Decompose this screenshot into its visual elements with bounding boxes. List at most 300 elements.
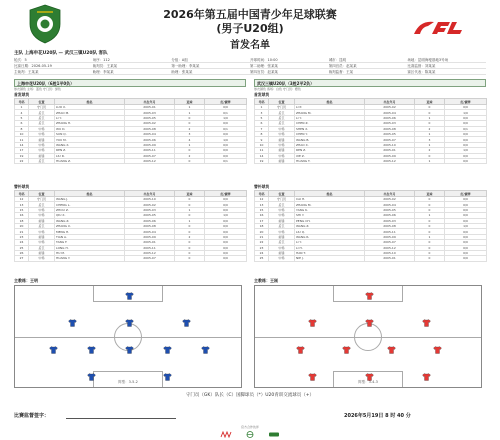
table-cell: 中场 xyxy=(269,153,295,158)
table-cell: 0/0 xyxy=(445,121,487,126)
table-cell: LI P. xyxy=(295,105,365,110)
table-cell: 10 xyxy=(15,131,29,136)
player-shirt-icon xyxy=(365,319,374,327)
table-cell: 2005-05 xyxy=(365,207,415,212)
table-cell: 2005-06 xyxy=(125,137,175,142)
table-cell: 2005-08 xyxy=(125,223,175,228)
table-cell: ZHANG H. xyxy=(55,121,125,126)
sponsor-logo xyxy=(268,431,280,438)
table-cell: 0/0 xyxy=(445,202,487,207)
home-kit-info: 球衣颜色 主场：蓝色 守门员：绿色 xyxy=(14,87,61,91)
table-cell: 1 xyxy=(175,142,205,147)
table-cell: 27 xyxy=(15,256,29,261)
signature-label: 比赛监督签字： xyxy=(14,413,50,419)
table-cell: 0/0 xyxy=(445,115,487,120)
table-cell: 0/0 xyxy=(445,234,487,239)
table-cell: 18 xyxy=(255,223,269,228)
sponsor-logos xyxy=(220,430,280,438)
table-cell: 2005-11 xyxy=(125,245,175,250)
info-cell: 城市：昆明 xyxy=(328,58,347,62)
player-shirt-icon xyxy=(163,373,172,381)
table-cell: 25 xyxy=(255,256,269,261)
table-cell: 0/0 xyxy=(445,153,487,158)
table-cell: 2005-01 xyxy=(125,105,175,110)
match-title: 主队 上海申花U20队 — 武汉三镇U20队 客队 xyxy=(14,51,108,56)
table-cell: 0 xyxy=(175,115,205,120)
table-cell: WANG J. xyxy=(55,197,125,202)
table-cell: SHI Y. xyxy=(295,213,365,218)
table-cell: CHEN Y. xyxy=(295,131,365,136)
info-cell: 场序：112 xyxy=(92,58,110,62)
date-time: 2026年5月19日 8 时 40 分 xyxy=(344,413,411,419)
table-cell: 2005-05 xyxy=(125,115,175,120)
table-cell: 0 xyxy=(415,223,445,228)
table-cell: 2005-04 xyxy=(365,110,415,115)
table-cell: HU M. xyxy=(55,250,125,255)
table-body xyxy=(15,197,247,262)
sponsor-logo xyxy=(220,431,232,438)
player-shirt-icon xyxy=(308,373,317,381)
table-cell: 2005-07 xyxy=(125,153,175,158)
table-column-header: 姓名 xyxy=(55,99,125,105)
document-title: 首发名单 xyxy=(230,40,270,51)
table-body xyxy=(255,197,487,262)
sponsor-logo xyxy=(244,431,256,438)
player-shirt-icon xyxy=(201,346,210,354)
league-logo xyxy=(410,16,470,38)
table-cell: 1 xyxy=(175,207,205,212)
table-cell: 0 xyxy=(415,250,445,255)
table-cell: 后卫 xyxy=(269,110,295,115)
table-body xyxy=(15,105,247,164)
table-column-header: 姓名 xyxy=(295,99,365,105)
table-cell: 2005-06 xyxy=(125,218,175,223)
info-cell: 第四官员：赵某某 xyxy=(328,64,357,68)
table-cell: 2005-02 xyxy=(365,105,415,110)
table-cell: WANG Z. xyxy=(55,218,125,223)
table-cell: REN Z. xyxy=(55,148,125,153)
table-cell: TIAN A. xyxy=(55,234,125,239)
table-column-header: 号码 xyxy=(255,99,269,105)
table-cell: 13 xyxy=(15,202,29,207)
table-cell: 后卫 xyxy=(269,121,295,126)
table-cell: 后卫 xyxy=(269,202,295,207)
info-cell: 开球时间：10:00 xyxy=(250,58,278,62)
table-cell: 前锋 xyxy=(269,148,295,153)
table-cell: 22 xyxy=(15,158,29,163)
table-column-header: 号码 xyxy=(15,191,29,197)
table-cell: ZHANG M. xyxy=(295,110,365,115)
info-row xyxy=(14,69,486,75)
table-cell: 2005-12 xyxy=(365,245,415,250)
table-cell: 前锋 xyxy=(29,218,55,223)
table-cell: 2005-03 xyxy=(365,121,415,126)
player-shirt-icon xyxy=(182,319,191,327)
player-shirt-icon xyxy=(125,292,134,300)
table-cell: 15 xyxy=(15,207,29,212)
table-cell: 中场 xyxy=(269,207,295,212)
table-cell: 6 xyxy=(255,121,269,126)
away-subs-label: 替补球员 xyxy=(254,184,270,189)
table-cell: 0/0 xyxy=(205,234,247,239)
table-cell: 5 xyxy=(15,115,29,120)
table-cell: 1 xyxy=(175,218,205,223)
table-cell: 0 xyxy=(415,245,445,250)
player-shirt-icon xyxy=(308,319,317,327)
away-team-header: 武汉三镇U20队（3胜2平2负） xyxy=(254,79,486,87)
table-column-header: 号码 xyxy=(15,99,29,105)
table-cell: 1 xyxy=(255,105,269,110)
table-cell: 21 xyxy=(255,234,269,239)
table-cell: 1 xyxy=(415,234,445,239)
table-cell: 8 xyxy=(255,131,269,136)
info-cell: 分组：A组 xyxy=(171,58,188,62)
table-cell: MENG H. xyxy=(55,229,125,234)
table-cell: 0 xyxy=(415,256,445,261)
table-column-header: 进球 xyxy=(415,99,445,105)
table-cell: 12 xyxy=(255,197,269,202)
table-cell: 2005-07 xyxy=(365,137,415,142)
table-cell: 1 xyxy=(175,110,205,115)
info-cell: 轮次：5 xyxy=(14,58,27,62)
table-cell: 0 xyxy=(175,148,205,153)
table-cell: 9 xyxy=(255,137,269,142)
table-cell: QIU X. xyxy=(55,213,125,218)
table-column-header: 位置 xyxy=(29,191,55,197)
table-cell: 16 xyxy=(255,213,269,218)
table-cell: 2 xyxy=(175,153,205,158)
table-cell: CHEN Z. xyxy=(295,121,365,126)
away-formation-pitch xyxy=(254,285,482,388)
table-cell: 中场 xyxy=(269,131,295,136)
table-cell: YOU M. xyxy=(55,137,125,142)
home-team-header: 上海申花U20队（6胜1平0负） xyxy=(14,79,246,87)
away-subs-panel xyxy=(254,184,486,262)
table-cell: 1/0 xyxy=(205,137,247,142)
table-cell: 4 xyxy=(175,137,205,142)
info-cell: 第一助理：李某某 xyxy=(171,64,200,68)
table-cell: 前锋 xyxy=(269,158,295,163)
table-cell: 1 xyxy=(175,105,205,110)
away-starters-table xyxy=(254,98,487,164)
info-cell: 裁判监督：王某 xyxy=(328,70,354,74)
table-cell: 2005-01 xyxy=(365,256,415,261)
table-cell: 0 xyxy=(175,202,205,207)
table-cell: SHEN X. xyxy=(295,126,365,131)
table-cell: LI Y. xyxy=(295,115,365,120)
table-column-header: 号码 xyxy=(255,191,269,197)
table-cell: WU D. xyxy=(55,126,125,131)
table-column-header: 姓名 xyxy=(55,191,125,197)
table-cell: 中场 xyxy=(29,229,55,234)
player-shirt-icon xyxy=(433,346,442,354)
home-formation-pitch xyxy=(14,285,242,388)
table-column-header: 位置 xyxy=(269,191,295,197)
table-cell: 中场 xyxy=(29,142,55,147)
table-cell: 0/0 xyxy=(445,229,487,234)
table-cell: 0/0 xyxy=(445,256,487,261)
table-column-header: 红/黄牌 xyxy=(205,99,247,105)
table-cell: 后卫 xyxy=(269,223,295,228)
table-body xyxy=(255,105,487,164)
table-cell: 2005-03 xyxy=(365,218,415,223)
table-cell: 中场 xyxy=(29,126,55,131)
table-cell: REN Z. xyxy=(295,148,365,153)
table-cell: 0 xyxy=(415,105,445,110)
table-cell: 0/0 xyxy=(205,256,247,261)
sponsor-caption: 官方合作伙伴 xyxy=(240,425,259,429)
away-subs-table xyxy=(254,190,487,262)
home-subs-label: 替补球员 xyxy=(14,184,30,189)
table-column-header: 进球 xyxy=(415,191,445,197)
table-cell: 3 xyxy=(415,137,445,142)
info-cell: 比赛监督：刘某某 xyxy=(407,64,436,68)
table-cell: 2005-07 xyxy=(365,240,415,245)
table-cell: 1 xyxy=(415,213,445,218)
table-cell: TANG F. xyxy=(55,240,125,245)
table-cell: 0 xyxy=(415,240,445,245)
table-cell: 后卫 xyxy=(269,115,295,120)
table-cell: 前锋 xyxy=(29,137,55,142)
table-cell: 2005-09 xyxy=(125,142,175,147)
table-cell: 3 xyxy=(255,110,269,115)
table-cell: 0/0 xyxy=(205,207,247,212)
table-column-header: 红/黄牌 xyxy=(445,99,487,105)
player-shirt-icon xyxy=(422,319,431,327)
league-subtitle: (男子U20组) xyxy=(216,22,284,35)
table-column-header: 位置 xyxy=(29,99,55,105)
table-cell: 后卫 xyxy=(29,110,55,115)
player-shirt-icon xyxy=(125,319,134,327)
table-cell: 16 xyxy=(15,213,29,218)
table-cell: 0/0 xyxy=(205,121,247,126)
table-row xyxy=(15,158,247,163)
table-cell: HUANG T. xyxy=(295,158,365,163)
table-cell: 0/0 xyxy=(445,218,487,223)
away-kit-info: 球衣颜色 客场：白色 守门员：橙色 xyxy=(254,87,301,91)
table-column-header: 红/黄牌 xyxy=(205,191,247,197)
table-cell: 2005-10 xyxy=(365,142,415,147)
player-shirt-icon xyxy=(163,346,172,354)
table-cell: 2005-01 xyxy=(125,240,175,245)
table-cell: 0/0 xyxy=(445,207,487,212)
table-cell: LI H. xyxy=(295,245,365,250)
table-cell: 2005-05 xyxy=(365,131,415,136)
table-cell: 14 xyxy=(15,142,29,147)
table-cell: 0/0 xyxy=(205,131,247,136)
table-column-header: 进球 xyxy=(175,191,205,197)
table-cell: 0/0 xyxy=(205,229,247,234)
table-cell: HAN T. xyxy=(295,250,365,255)
table-cell: 0/1 xyxy=(205,126,247,131)
table-cell: 0/0 xyxy=(445,197,487,202)
table-cell: 3 xyxy=(175,131,205,136)
table-cell: LI Y. xyxy=(55,115,125,120)
table-cell: 6 xyxy=(15,121,29,126)
table-cell: 2005-02 xyxy=(125,121,175,126)
table-cell: WANG X. xyxy=(55,142,125,147)
home-formation-label: 阵型：3-5-2 xyxy=(118,380,138,384)
table-cell: LI Y. xyxy=(295,240,365,245)
table-cell: 0 xyxy=(175,158,205,163)
table-column-header: 出生年月 xyxy=(365,191,415,197)
table-cell: 后卫 xyxy=(29,115,55,120)
player-shirt-icon xyxy=(87,346,96,354)
table-cell: 0/0 xyxy=(445,245,487,250)
table-cell: 中场 xyxy=(29,213,55,218)
table-cell: YANG K. xyxy=(295,207,365,212)
home-team-panel xyxy=(14,79,246,164)
table-cell: 14 xyxy=(255,153,269,158)
table-cell: 11 xyxy=(15,137,29,142)
table-cell: 22 xyxy=(255,240,269,245)
away-team-panel xyxy=(254,79,486,164)
table-cell: 0 xyxy=(175,197,205,202)
table-cell: 后卫 xyxy=(29,158,55,163)
info-cell: 助理：李某某 xyxy=(92,70,114,74)
table-cell: 15 xyxy=(255,207,269,212)
table-cell: 0 xyxy=(175,256,205,261)
table-cell: 0/0 xyxy=(205,245,247,250)
table-cell: 2005-10 xyxy=(365,250,415,255)
table-cell: 中场 xyxy=(29,207,55,212)
table-cell: 19 xyxy=(255,158,269,163)
table-cell: 5 xyxy=(255,115,269,120)
table-cell: LIU Q. xyxy=(295,229,365,234)
table-cell: 20 xyxy=(255,229,269,234)
table-cell: 后卫 xyxy=(29,223,55,228)
table-cell: 17 xyxy=(255,218,269,223)
table-column-header: 出生年月 xyxy=(365,99,415,105)
table-cell: 2005-09 xyxy=(365,153,415,158)
table-cell: 0/0 xyxy=(445,158,487,163)
table-cell: ZHAO X. xyxy=(295,142,365,147)
info-cell: 场地：昆明海埂基地3号场 xyxy=(407,58,449,62)
info-cell: 裁判员：王某某 xyxy=(92,64,118,68)
table-cell: 1 xyxy=(15,105,29,110)
table-cell: 2005-05 xyxy=(125,213,175,218)
table-cell: WANG Z. xyxy=(295,223,365,228)
table-cell: 2005-04 xyxy=(365,202,415,207)
table-cell: 2005-08 xyxy=(125,126,175,131)
table-cell: 0 xyxy=(415,202,445,207)
table-cell: 后卫 xyxy=(29,245,55,250)
table-cell: NIE J. xyxy=(295,256,365,261)
table-cell: 2005-04 xyxy=(125,229,175,234)
table-cell: 2 xyxy=(415,148,445,153)
table-cell: 0/0 xyxy=(205,240,247,245)
table-cell: 前锋 xyxy=(29,234,55,239)
player-shirt-icon xyxy=(422,373,431,381)
table-cell: 0 xyxy=(175,229,205,234)
table-cell: CHENG L. xyxy=(55,202,125,207)
table-cell: 2005-04 xyxy=(125,131,175,136)
table-cell: 2005-09 xyxy=(365,234,415,239)
table-cell: 1/0 xyxy=(445,223,487,228)
table-cell: 0/0 xyxy=(205,223,247,228)
table-cell: 0/0 xyxy=(205,142,247,147)
table-cell: 0 xyxy=(175,250,205,255)
table-cell: 0 xyxy=(175,240,205,245)
table-cell: 2 xyxy=(415,126,445,131)
league-title: 2026年第五届中国青少年足球联赛 xyxy=(163,8,337,21)
table-cell: XIE Z. xyxy=(295,153,365,158)
player-shirt-icon xyxy=(49,346,58,354)
table-cell: 1/0 xyxy=(205,213,247,218)
table-cell: 前锋 xyxy=(269,250,295,255)
table-cell: 2005-08 xyxy=(365,126,415,131)
table-cell: 中场 xyxy=(29,240,55,245)
table-cell: 0 xyxy=(415,207,445,212)
home-coach: 主教练：王明 xyxy=(14,278,38,283)
info-cell: 赛区代表：陈某某 xyxy=(407,70,436,74)
table-cell: 0 xyxy=(415,121,445,126)
table-cell: 21 xyxy=(15,229,29,234)
table-cell: 4 xyxy=(15,110,29,115)
table-cell: 17 xyxy=(15,148,29,153)
table-cell: 中场 xyxy=(269,256,295,261)
player-shirt-icon xyxy=(365,292,374,300)
table-cell: 19 xyxy=(15,153,29,158)
table-cell: 0/0 xyxy=(445,142,487,147)
table-cell: 0/0 xyxy=(445,250,487,255)
info-cell: 助理：张某某 xyxy=(171,70,193,74)
table-cell: 12 xyxy=(15,197,29,202)
table-cell: 8 xyxy=(15,126,29,131)
table-cell: 0/1 xyxy=(445,126,487,131)
table-cell: 前锋 xyxy=(29,153,55,158)
table-cell: 2005-03 xyxy=(125,207,175,212)
table-cell: 0 xyxy=(415,229,445,234)
table-cell: 10 xyxy=(255,142,269,147)
sponsor-footer xyxy=(180,424,320,438)
table-cell: 0/1 xyxy=(205,158,247,163)
table-cell: 0 xyxy=(415,197,445,202)
table-cell: 0/0 xyxy=(445,131,487,136)
table-column-header: 红/黄牌 xyxy=(445,191,487,197)
table-cell: 守门员 xyxy=(29,197,55,202)
player-shirt-icon xyxy=(125,346,134,354)
home-starters-table xyxy=(14,98,247,164)
table-cell: 1 xyxy=(415,115,445,120)
table-cell: 0/0 xyxy=(445,137,487,142)
info-cell: 比赛日期：2026-05-19 xyxy=(14,64,52,68)
table-column-header: 姓名 xyxy=(295,191,365,197)
table-cell: 1 xyxy=(415,131,445,136)
info-cell: 第二助理：张某某 xyxy=(250,64,279,68)
table-cell: 中场 xyxy=(269,245,295,250)
table-cell: 1/0 xyxy=(205,115,247,120)
table-cell: 2005-11 xyxy=(125,148,175,153)
table-cell: 2005-10 xyxy=(125,197,175,202)
table-row xyxy=(15,256,247,261)
table-cell: 2005-11 xyxy=(365,229,415,234)
table-cell: 0 xyxy=(175,223,205,228)
table-cell: 0 xyxy=(175,245,205,250)
table-cell: 26 xyxy=(15,250,29,255)
table-cell: 2005-06 xyxy=(365,115,415,120)
table-cell: 2005-08 xyxy=(365,223,415,228)
table-row xyxy=(255,158,487,163)
table-cell: 前锋 xyxy=(269,137,295,142)
table-cell: 守门员 xyxy=(29,105,55,110)
table-cell: 2005-07 xyxy=(125,256,175,261)
table-cell: 中场 xyxy=(29,131,55,136)
table-cell: 18 xyxy=(15,218,29,223)
player-shirt-icon xyxy=(387,346,396,354)
table-cell: 中场 xyxy=(269,142,295,147)
player-shirt-icon xyxy=(87,373,96,381)
